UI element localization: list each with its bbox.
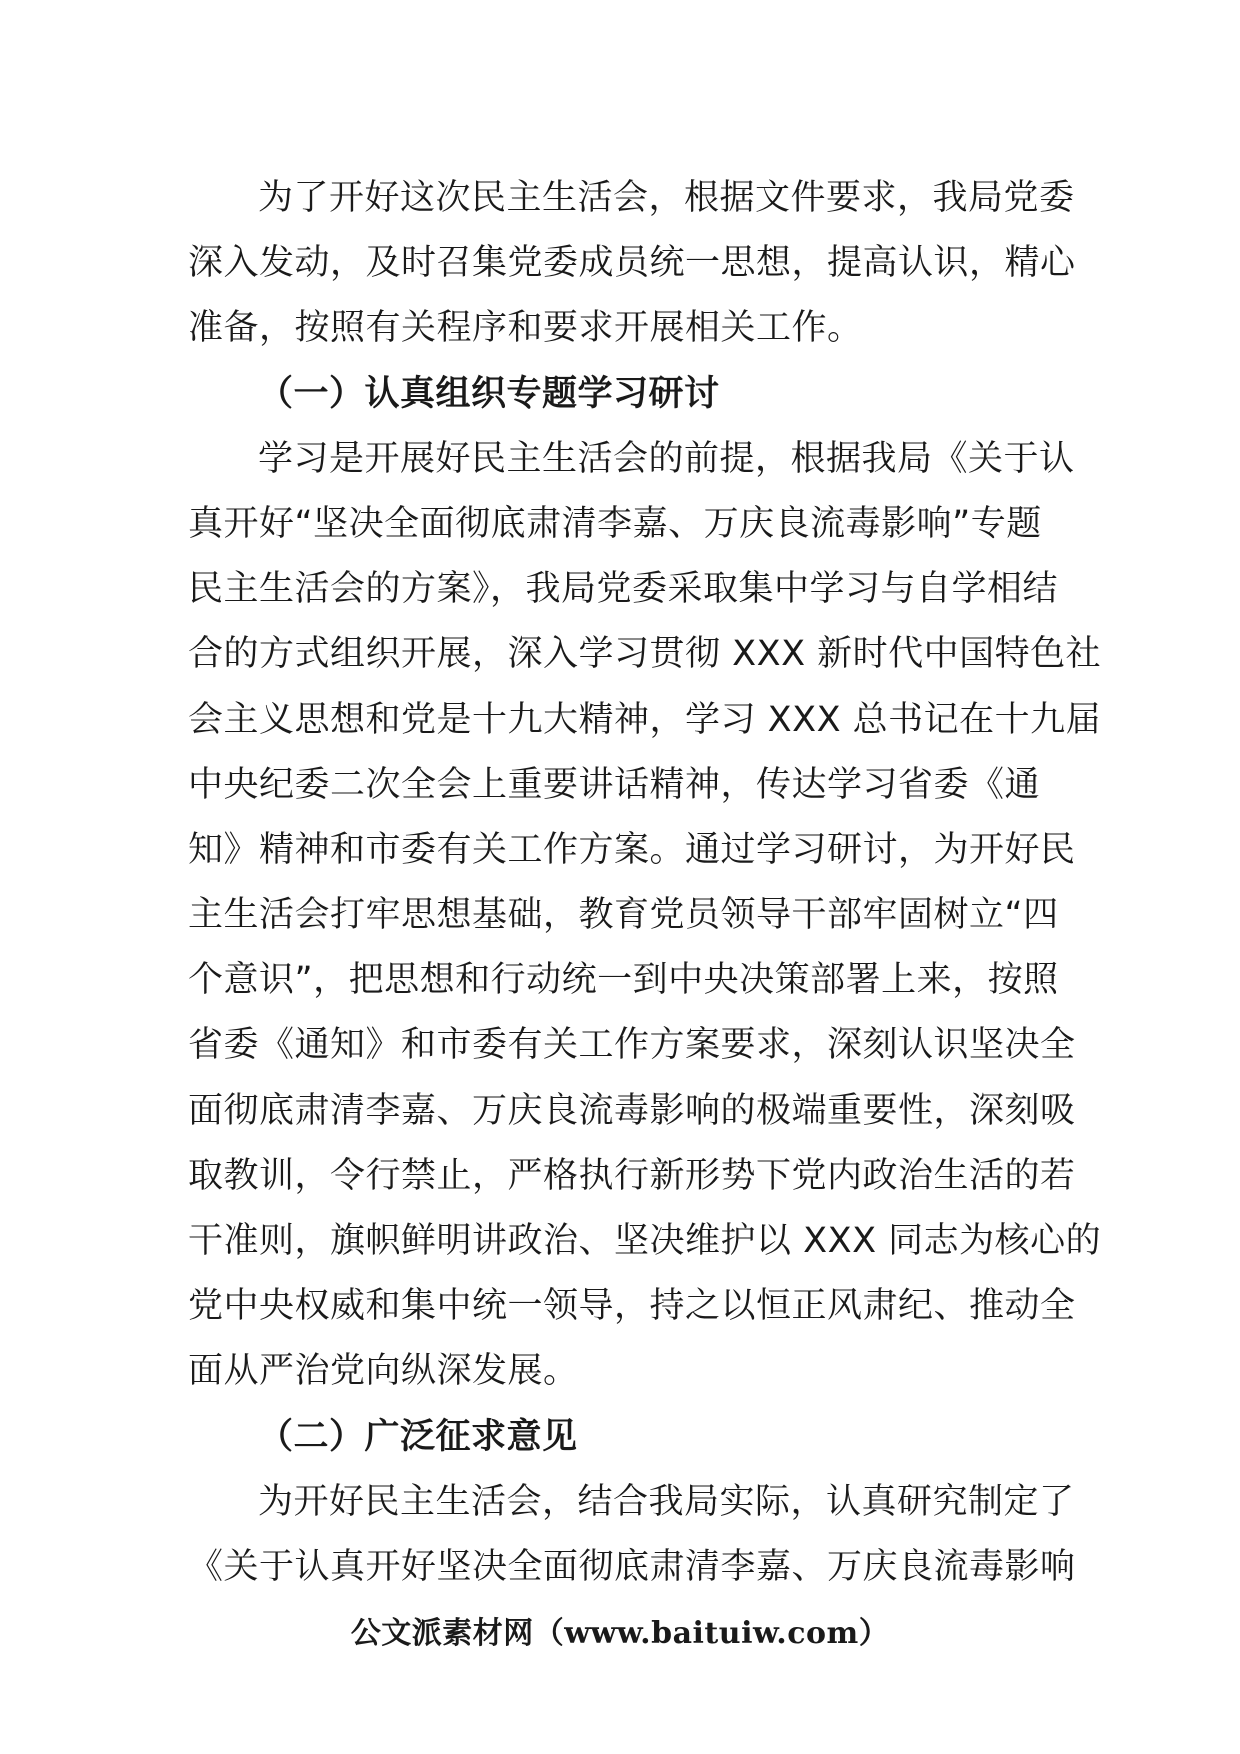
- paragraph-line: 面彻底肃清李嘉、万庆良流毒影响的极端重要性，深刻吸: [188, 1090, 1076, 1131]
- paragraph-line: 为开好民主生活会，结合我局实际，认真研究制定了: [258, 1481, 1075, 1522]
- paragraph-line: 民主生活会的方案》，我局党委采取集中学习与自学相结: [188, 569, 1059, 610]
- document-body: [188, 166, 1102, 1600]
- paragraph-line: 省委《通知》和市委有关工作方案要求，深刻认识坚决全: [188, 1025, 1076, 1066]
- footer-watermark: 公文派素材网（www.baituiw.com）: [350, 1616, 890, 1651]
- paragraph-line: 合的方式组织开展，深入学习贯彻 XXX 新时代中国特色社: [188, 634, 1102, 675]
- paragraph-line: 干准则，旗帜鲜明讲政治、坚决维护以 XXX 同志为核心的: [188, 1221, 1102, 1261]
- paragraph-line: 《关于认真开好坚决全面彻底肃清李嘉、万庆良流毒影响: [188, 1546, 1076, 1587]
- section-heading-1: （一）认真组织专题学习研讨: [258, 373, 720, 414]
- paragraph-line: 面从严治党向纵深发展。: [188, 1351, 579, 1392]
- paragraph-line: 深入发动，及时召集党委成员统一思想，提高认识，精心: [188, 243, 1076, 284]
- paragraph-line: 真开好“坚决全面彻底肃清李嘉、万庆良流毒影响”专题: [188, 503, 1042, 544]
- paragraph-line: 主生活会打牢思想基础，教育党员领导干部牢固树立“四: [188, 895, 1059, 936]
- paragraph-line: 中央纪委二次全会上重要讲话精神，传达学习省委《通: [188, 764, 1041, 805]
- paragraph-line: 知》精神和市委有关工作方案。通过学习研讨，为开好民: [188, 829, 1076, 870]
- paragraph-line: 取教训，令行禁止，严格执行新形势下党内政治生活的若: [188, 1155, 1076, 1196]
- paragraph-line: 会主义思想和党是十九大精神，学习 XXX 总书记在十九届: [188, 699, 1102, 740]
- paragraph-line: 党中央权威和集中统一领导，持之以恒正风肃纪、推动全: [188, 1286, 1076, 1327]
- paragraph-line: 为了开好这次民主生活会，根据文件要求，我局党委: [258, 178, 1075, 218]
- section-heading-2: （二）广泛征求意见: [258, 1416, 578, 1457]
- paragraph-line: 准备，按照有关程序和要求开展相关工作。: [188, 308, 863, 349]
- paragraph-line: 个意识”，把思想和行动统一到中央决策部署上来，按照: [188, 960, 1059, 1001]
- paragraph-line: 学习是开展好民主生活会的前提，根据我局《关于认: [258, 438, 1075, 479]
